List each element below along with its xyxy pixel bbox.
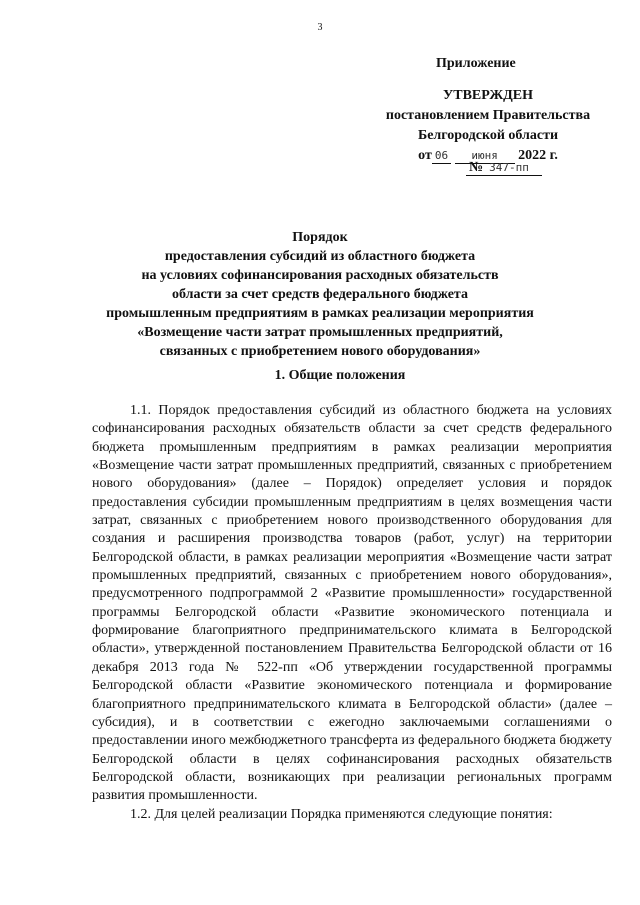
title-line-3: на условиях софинансирования расходных обязательств — [141, 268, 499, 283]
date-year: 2022 г. — [518, 148, 558, 163]
approval-number — [466, 160, 542, 176]
date-prefix: от — [418, 148, 432, 163]
paragraph-1-2: 1.2. Для целей реализации Порядка применяются следующие понятия: — [130, 806, 553, 822]
date-day: 06 — [432, 148, 451, 164]
paragraph-1-1: 1.1. Порядок предоставления субсидий из областного бюджета на условиях софинансирования расходных обязательств области за счет средств федерального бюджета промышленным предприятиям в рамках реализации мероприятия «Возмещение части затрат промышленных предприятий, связанных с приобретением нового оборудования» (далее – Порядок) определяет условия и порядок предоставления субсидии промышленным предприятиям в целях возмещения части затрат, связанных с приобретением нового производственного оборудования для создания и расширения производства товаров (работ, услуг) на территории Белгородской области, в рамках реализации мероприятия «Возмещение части затрат промышленных предприятий, связанных с приобретением нового оборудования», предусмотренного подпрограммой 2 «Развитие промышленности» государственной программы Белгородской области «Развитие экономического потенциала и формирование благоприятного предпринимательского климата в Белгородской области», утвержденной постановлением Правительства Белгородской области от 16 декабря 2013 года № 522-пп «Об утверждении государственной программы Белгородской области «Развитие экономического потенциала и формирование благоприятного предпринимательского климата в Белгородской области» (далее – субсидия), и в соответствии с ежегодно заключаемыми соглашениями о предоставлении иного межбюджетного трансферта из федерального бюджета бюджету Белгородской области в целях софинансирования расходных обязательств Белгородской области, возникающих при реализации региональных программ развития промышленности. — [92, 403, 612, 804]
number-value: 347-пп — [486, 160, 542, 176]
section-heading: 1. Общие положения — [274, 368, 406, 383]
approved-heading: УТВЕРЖДЕН — [442, 88, 534, 103]
approval-line-2: Белгородской области — [417, 128, 559, 143]
page-number: 3 — [317, 22, 323, 33]
approval-line-1: постановлением Правительства — [385, 108, 591, 123]
title-line-4: области за счет средств федерального бюджета — [172, 287, 468, 302]
title-line-1: Порядок — [292, 230, 348, 245]
appendix-label: Приложение — [436, 56, 516, 71]
date-month: июня — [455, 148, 515, 164]
title-line-7: связанных с приобретением нового оборудования» — [159, 344, 481, 359]
title-line-2: предоставления субсидий из областного бюджета — [164, 249, 476, 264]
document-title — [0, 228, 640, 361]
number-prefix: № — [466, 160, 486, 176]
title-line-6: «Возмещение части затрат промышленных предприятий, — [137, 325, 503, 340]
approval-block — [358, 86, 618, 166]
title-line-5: промышленным предприятиям в рамках реализации мероприятия — [106, 306, 534, 321]
document-body — [92, 402, 612, 824]
